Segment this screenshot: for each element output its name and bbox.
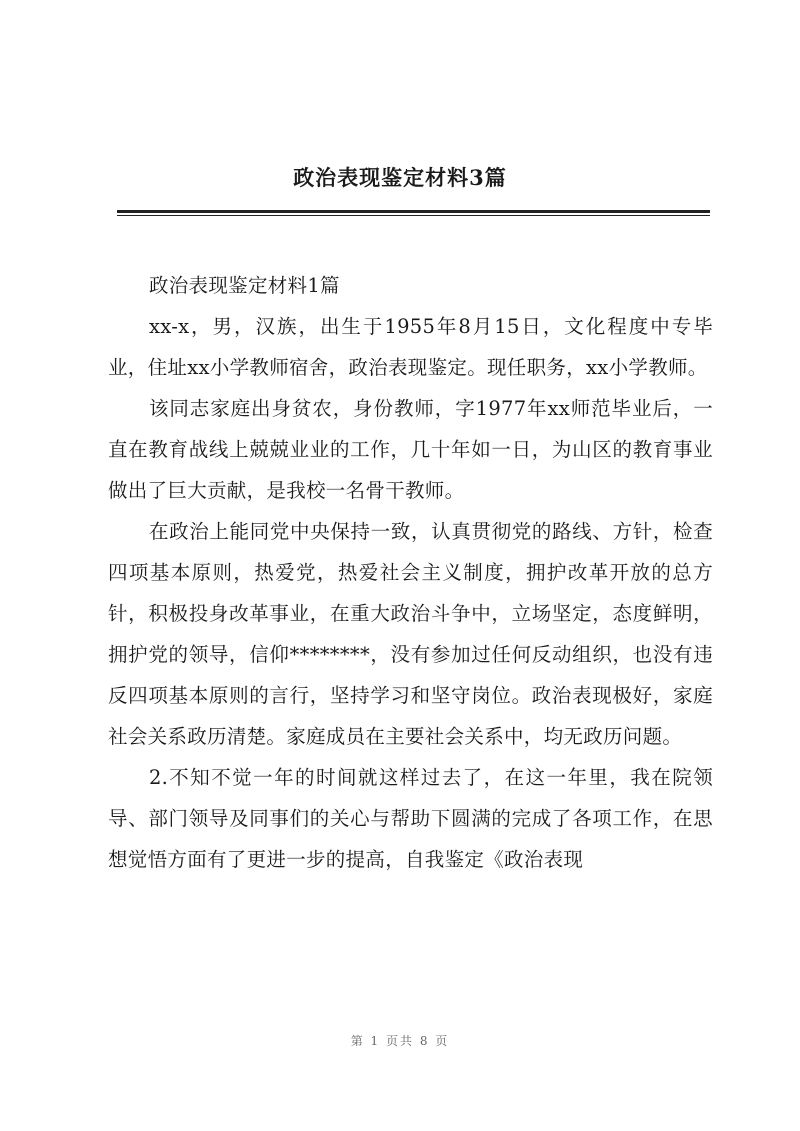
paragraph: 该同志家庭出身贫农，身份教师，字1977年xx师范毕业后，一直在教育战线上兢兢业业的工作，几十年如一日，为山区的教育事业做出了巨大贡献，是我校一名骨干教师。 — [108, 397, 713, 502]
section-heading: 政治表现鉴定材料1篇 — [148, 274, 340, 297]
paragraph: 2.不知不觉一年的时间就这样过去了，在这一年里，我在院领导、部门领导及同事们的关心与帮助下圆满的完成了各项工作，在思想觉悟方面有了更进一步的提高，自我鉴定《政治表现 — [108, 766, 713, 871]
document-title: 政治表现鉴定材料3篇 — [293, 165, 507, 190]
paragraph: 在政治上能同党中央保持一致，认真贯彻党的路线、方针，检查四项基本原则，热爱党，热爱社会主义制度，拥护改革开放的总方针，积极投身改革事业，在重大政治斗争中，立场坚定，态度鲜明，拥护党的领导，信仰********，没有参加过任何反动组织，也没有违反四项基本原则的言行，坚持学习和坚守岗位。政治表现极好，家庭社会关系政历清楚。家庭成员在主要社会关系中，均无政历问题。 — [108, 520, 713, 748]
document-body — [108, 265, 713, 880]
page-footer: 第 1 页共 8 页 — [350, 1034, 450, 1048]
title-divider — [117, 210, 710, 213]
paragraph: xx-x，男，汉族，出生于1955年8月15日，文化程度中专毕业，住址xx小学教师宿舍，政治表现鉴定。现任职务，xx小学教师。 — [108, 315, 713, 379]
